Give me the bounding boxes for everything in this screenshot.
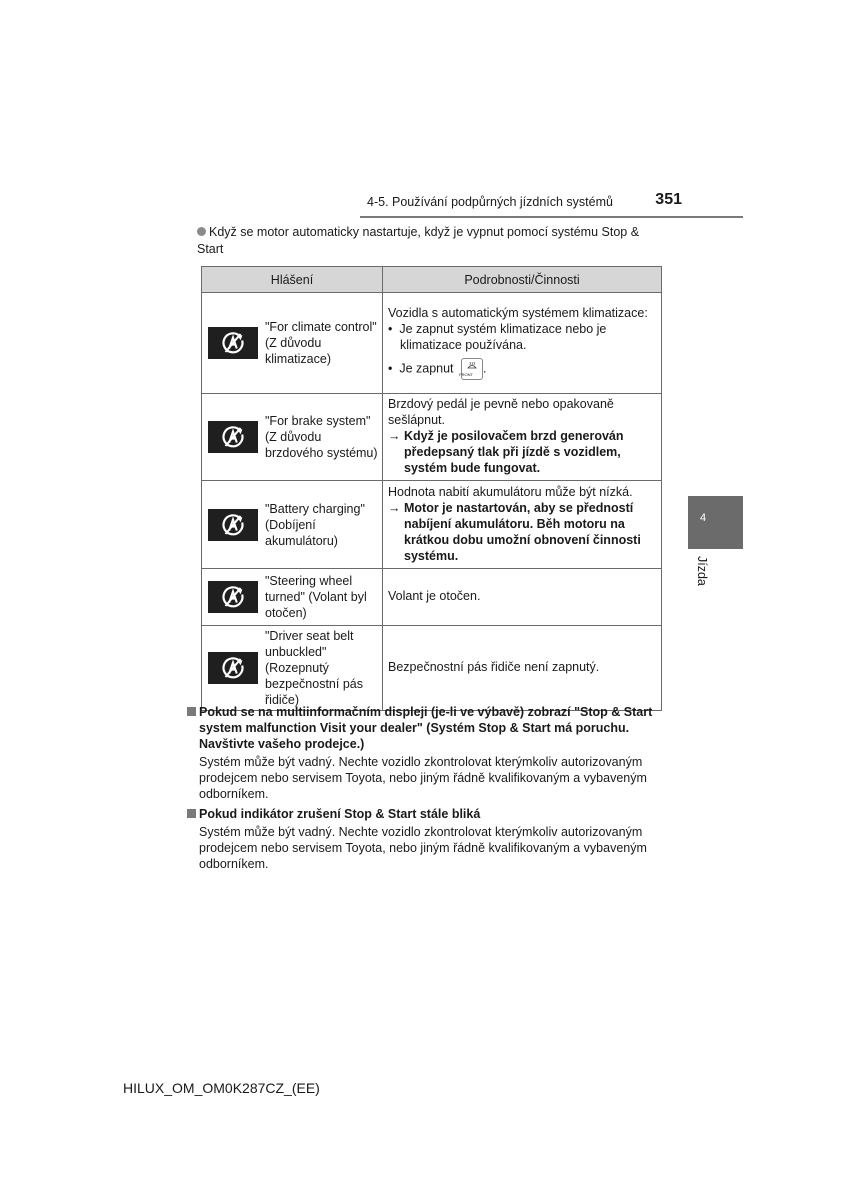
details-cell bbox=[383, 481, 662, 569]
table-row bbox=[202, 394, 662, 481]
details-item-text: Je zapnut systém klimatizace nebo je klimatizace používána. bbox=[399, 321, 607, 352]
stop-start-cancel-icon bbox=[208, 652, 258, 684]
button-label: FRONT bbox=[459, 371, 473, 377]
col-header-details: Podrobnosti/Činnosti bbox=[383, 267, 662, 293]
details-lead: Vozidla s automatickým systémem klimatizace: bbox=[388, 305, 648, 320]
square-bullet-icon bbox=[187, 809, 196, 818]
page-number: 351 bbox=[655, 191, 682, 208]
details-arrow-text: Motor je nastartován, aby se předností nabíjení akumulátoru. Běh motoru na krátkou dobu umožní obnovení činnosti systému. bbox=[403, 500, 641, 563]
table-row bbox=[202, 626, 662, 711]
details-cell bbox=[383, 293, 662, 394]
details-list-item: • Je zapnut systém klimatizace nebo je klimatizace používána. bbox=[388, 321, 607, 352]
table-row bbox=[202, 293, 662, 394]
table-row bbox=[202, 569, 662, 626]
section-heading bbox=[187, 806, 665, 822]
stop-start-cancel-icon bbox=[208, 421, 258, 453]
details-lead: Brzdový pedál je pevně nebo opakovaně sešlápnut. bbox=[388, 397, 614, 427]
message-cell bbox=[202, 569, 383, 626]
message-text: "Driver seat belt unbuckled" (Rozepnutý bezpečnostní pás řidiče) bbox=[265, 629, 363, 707]
details-arrow-text: Když je posilovačem brzd generován předepsaný tlak při jízdě s vozidlem, systém bude fungovat. bbox=[403, 429, 624, 475]
details-list-item: • Je zapnut FRONT . bbox=[388, 358, 656, 380]
details-item-text: Je zapnut bbox=[399, 360, 454, 375]
message-text: "Steering wheel turned" (Volant byl otočen) bbox=[265, 574, 367, 620]
details-cell bbox=[383, 394, 662, 481]
section bbox=[187, 704, 665, 802]
section bbox=[187, 806, 665, 872]
details-arrow-item: → Motor je nastartován, aby se předností nabíjení akumulátoru. Běh motoru na krátkou dobu umožní obnovení činnosti systému. bbox=[388, 500, 641, 563]
table-header-row bbox=[202, 267, 662, 293]
stop-start-cancel-icon bbox=[208, 509, 258, 541]
message-cell bbox=[202, 626, 383, 711]
details-item-end: . bbox=[483, 360, 487, 375]
details-cell bbox=[383, 569, 662, 626]
bullet-circle-icon bbox=[197, 227, 206, 236]
details-text: Volant je otočen. bbox=[388, 589, 481, 603]
message-text: "Battery charging" (Dobíjení akumulátoru) bbox=[265, 501, 365, 548]
intro-paragraph bbox=[197, 224, 667, 258]
stop-start-cancel-icon bbox=[208, 327, 258, 359]
front-defogger-button-icon bbox=[461, 358, 483, 380]
message-text: "For brake system" (Z důvodu brzdového systému) bbox=[265, 414, 378, 460]
col-header-message: Hlášení bbox=[202, 267, 383, 293]
details-text: Bezpečnostní pás řidiče není zapnutý. bbox=[388, 660, 600, 674]
message-cell bbox=[202, 293, 383, 394]
chapter-tab bbox=[688, 496, 743, 549]
details-arrow-item: → Když je posilovačem brzd generován předepsaný tlak při jízdě s vozidlem, systém bude fungovat. bbox=[388, 429, 624, 475]
message-cell bbox=[202, 394, 383, 481]
section-heading-text: Pokud se na multiinformačním displeji (je-li ve výbavě) zobrazí "Stop & Start system malfunction Visit your dealer" (Systém Stop & Start má poruchu. Navštivte vašeho prodejce.) bbox=[199, 705, 653, 751]
table-row bbox=[202, 481, 662, 569]
section-heading bbox=[187, 704, 665, 752]
details-lead: Hodnota nabití akumulátoru může být nízká. bbox=[388, 484, 633, 499]
chapter-label: Jízda bbox=[695, 556, 709, 586]
stop-start-cancel-icon bbox=[208, 581, 258, 613]
square-bullet-icon bbox=[187, 707, 196, 716]
sections bbox=[187, 704, 665, 872]
footer-code: HILUX_OM_OM0K287CZ_(EE) bbox=[123, 1080, 320, 1096]
message-text: "For climate control" (Z důvodu klimatizace) bbox=[265, 320, 377, 366]
message-cell bbox=[202, 481, 383, 569]
header-rule bbox=[360, 216, 743, 218]
intro-text: Když se motor automaticky nastartuje, když je vypnut pomocí systému Stop & Start bbox=[197, 225, 640, 256]
section-body: Systém může být vadný. Nechte vozidlo zkontrolovat kterýmkoliv autorizovaným prodejcem nebo servisem Toyota, nebo jiným řádně kvalifikovaným a vybaveným odborníkem. bbox=[199, 825, 647, 871]
chapter-number: 4 bbox=[700, 512, 707, 524]
section-heading-text: Pokud indikátor zrušení Stop & Start stále bliká bbox=[199, 807, 481, 821]
message-table bbox=[201, 266, 662, 711]
section-body: Systém může být vadný. Nechte vozidlo zkontrolovat kterýmkoliv autorizovaným prodejcem nebo servisem Toyota, nebo jiným řádně kvalifikovaným a vybaveným odborníkem. bbox=[199, 755, 647, 801]
page-header bbox=[360, 191, 682, 215]
section-title: 4-5. Používání podpůrných jízdních systémů bbox=[367, 195, 613, 209]
details-cell bbox=[383, 626, 662, 711]
